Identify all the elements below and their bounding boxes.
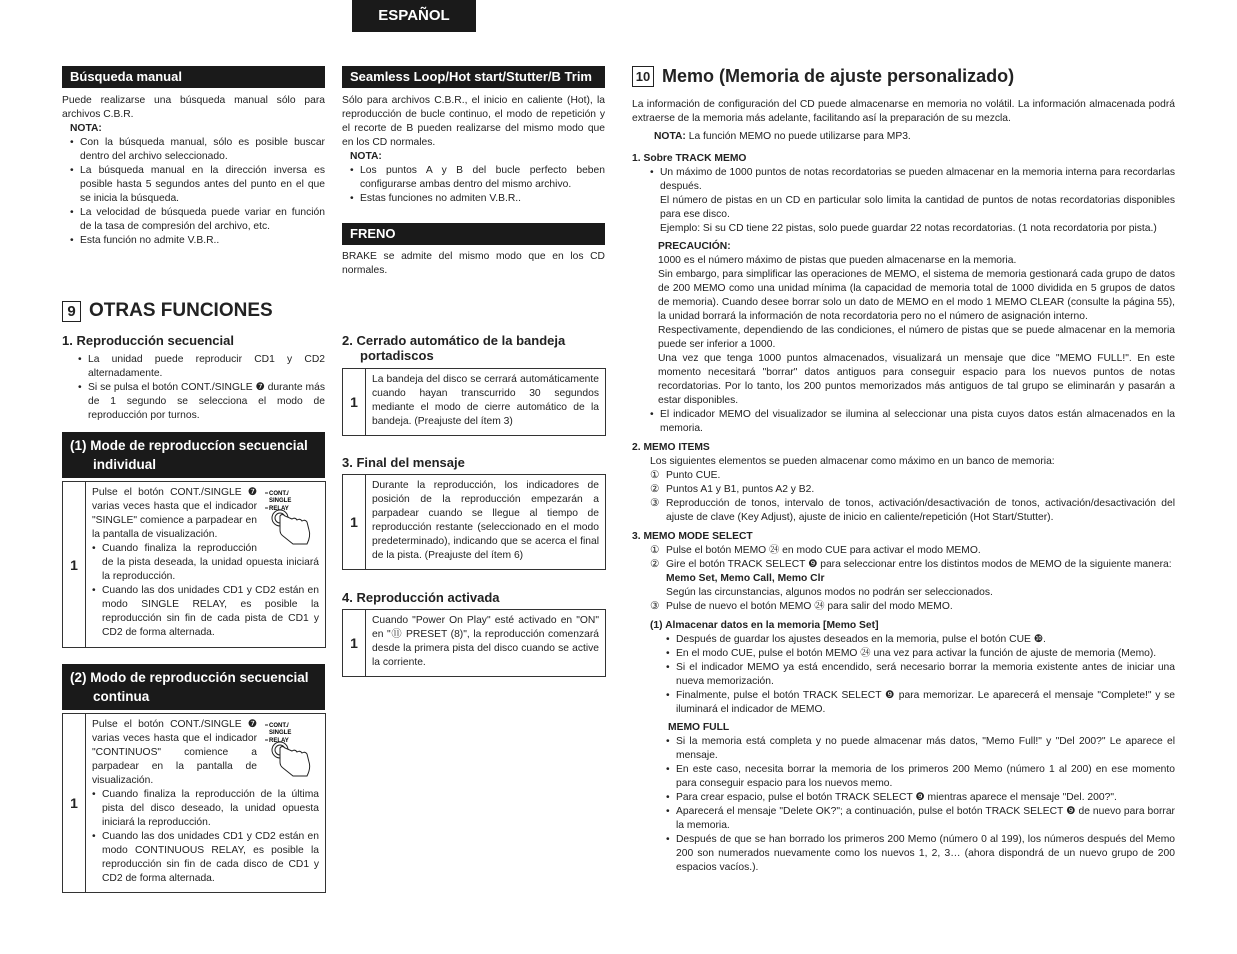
- list-item: • En este caso, necesita borrar la memoria de los primeros 200 Memo (número 1 al 200) en ese momento para conseguir espacio para los nuevos memo.: [666, 763, 1175, 791]
- modo-continua-title-b: continua: [93, 689, 150, 704]
- precaucion-p2: Sin embargo, para simplificar las operaciones de MEMO, el sistema de memoria gestionará cada grupo de datos de 200 MEMO como una unidad mínima (la capacidad de memoria total de 1000 dividida en 5 grupos de datos de memoria). Cuando desee borrar solo un dato de MEMO en el modo 1 MEMO CLEAR (consulte la página 55), la unidad borrará la información de nota recordatoria pero no el número de asignación interno.: [658, 269, 1175, 322]
- list-item: [650, 483, 1175, 497]
- final-text: Durante la reproducción, los indicadores de posición de la reproducción empezarán a parpadear cuando se llegue al tiempo de reproducción restante (seleccionado en el modo predeterminado), indicando que se acerca el final de la pista. (Preajuste del ítem 6): [372, 480, 599, 561]
- finger-press-icon: [263, 486, 319, 546]
- list-item: [650, 558, 1175, 572]
- list-marker: ①: [650, 545, 660, 556]
- icon-label: CONT./: [269, 723, 289, 729]
- finger-press-icon: [263, 718, 319, 778]
- activada-box: [342, 609, 606, 677]
- icon-label: RELAY: [269, 738, 289, 744]
- precaucion-label: PRECAUCIÓN:: [658, 241, 731, 252]
- list-item: • La unidad puede reproducir CD1 y CD2 alternadamente.: [78, 353, 325, 381]
- activada-text: Cuando "Power On Play" esté activado en "ON" en "⑪ PRESET (8)", la reproducción comenzará desde la primera pista del disco cuando se active la corriente.: [372, 615, 599, 668]
- list-item-text: Puntos A1 y B1, puntos A2 y B2.: [666, 484, 815, 495]
- track-memo-title: 1. Sobre TRACK MEMO: [632, 153, 747, 164]
- section-number: 9: [62, 301, 81, 322]
- modo-individual-box: [62, 481, 326, 648]
- list-item: • La velocidad de búsqueda puede variar en función de la tasa de compresión del archivo, etc.: [70, 206, 325, 234]
- modo-individual-text: Pulse el botón CONT./SINGLE ❼ varias veces hasta que el indicador "SINGLE" comience a parpadear en la pantalla de visualización.: [92, 487, 257, 540]
- list-item: • Esta función no admite V.B.R..: [70, 234, 325, 248]
- list-item: • Los puntos A y B del bucle perfecto beben configurarse ambas dentro del mismo archivo.: [350, 164, 605, 192]
- list-item-text: Punto CUE.: [666, 470, 721, 481]
- list-item: • Cuando las dos unidades CD1 y CD2 están en modo CONTINUOUS RELAY, es posible la reproducción sin fin de cada disco de CD1 y CD2 de forma alternada.: [92, 830, 319, 886]
- memo-full-title: MEMO FULL: [668, 722, 730, 733]
- icon-label: CONT./: [269, 491, 289, 497]
- list-marker: ②: [650, 484, 660, 495]
- seamless-section: [342, 94, 605, 206]
- seamless-title: Seamless Loop/Hot start/Stutter/B Trim: [342, 66, 605, 88]
- freno-title: FRENO: [342, 223, 605, 245]
- list-item: [650, 469, 1175, 483]
- otras-heading: [62, 300, 273, 322]
- modo-continua-title: [62, 664, 325, 710]
- list-item: • Finalmente, pulse el botón TRACK SELECT ❾ para memorizar. Le aparecerá el mensaje "Complete!" y se iluminará el indicador de MEMO.: [666, 689, 1175, 717]
- busqueda-intro: Puede realizarse una búsqueda manual sólo para archivos C.B.R.: [62, 95, 325, 120]
- modo-individual-content: [86, 482, 325, 647]
- busqueda-section: [62, 94, 325, 248]
- seamless-note-label: NOTA:: [350, 151, 382, 162]
- step-number: 1: [63, 482, 86, 647]
- list-item-text: Pulse de nuevo el botón MEMO ㉔ para salir del modo MEMO.: [666, 601, 953, 612]
- memo-set-list: [650, 633, 1175, 717]
- memo-note-text: La función MEMO no puede utilizarse para MP3.: [688, 131, 911, 142]
- list-item: • Si se pulsa el botón CONT./SINGLE ❼ durante más de 1 segundo se selecciona el modo de reproducción por turnos.: [78, 381, 325, 423]
- track-memo-bullet1: Un máximo de 1000 puntos de notas recordatorias se pueden almacenar en la memoria interna para recordarlas después.: [660, 167, 1175, 192]
- list-item: • Cuando las dos unidades CD1 y CD2 están en modo SINGLE RELAY, es posible la reproducción sin fin de cada pista de CD1 y CD2 de forma alternada.: [92, 584, 319, 640]
- otras-title: OTRAS FUNCIONES: [89, 300, 273, 321]
- track-memo-list: [650, 166, 1175, 236]
- memo-items-section: [632, 455, 1175, 525]
- track-memo-section: [632, 166, 1175, 436]
- modo-individual-list: [92, 542, 319, 640]
- step-number: 1: [343, 369, 366, 435]
- memo-modes: [650, 572, 1175, 600]
- memo-mode-select-section: [632, 544, 1175, 875]
- seamless-note-list: [342, 164, 605, 206]
- final-title: 3. Final del mensaje: [342, 455, 465, 470]
- memo-items-title: 2. MEMO ITEMS: [632, 442, 710, 453]
- step-number: 1: [343, 475, 366, 569]
- list-item: [650, 544, 1175, 558]
- busqueda-title: Búsqueda manual: [62, 66, 325, 88]
- list-item: [650, 166, 1175, 236]
- icon-label: SINGLE: [269, 498, 292, 504]
- memo-intro: La información de configuración del CD puede almacenarse en memoria no volátil. La información almacenada podrá extraerse de la memoria más adelante, facilitando así la preparación de su mezcla.: [632, 99, 1175, 124]
- busqueda-note-list: [62, 136, 325, 248]
- language-tab: ESPAÑOL: [352, 0, 476, 32]
- memo-set-title: (1) Almacenar datos en la memoria [Memo Set]: [650, 620, 879, 631]
- memo-items-intro: Los siguientes elementos se pueden almacenar como máximo en un banco de memoria:: [650, 456, 1055, 467]
- track-memo-p1: El número de pistas en un CD en particular solo limita la cantidad de puntos de notas recordatorias disponibles para ese disco.: [660, 195, 1175, 220]
- memo-note-label: NOTA:: [654, 131, 686, 142]
- section-number: 10: [632, 66, 654, 87]
- secuencial-list: [78, 353, 325, 423]
- memo-title: Memo (Memoria de ajuste personalizado): [662, 66, 1015, 86]
- icon-label: SINGLE: [269, 730, 292, 736]
- track-memo-p2: Ejemplo: Si su CD tiene 22 pistas, solo puede guardar 22 notas recordatorias. (1 nota recordatoria por pista.): [660, 223, 1157, 234]
- list-item: • Cuando finaliza la reproducción de la última pista del disco deseado, la unidad opuesta iniciará la reproducción.: [92, 788, 319, 830]
- modo-continua-box: [62, 713, 326, 893]
- precaucion-p1: 1000 es el número máximo de pistas que pueden almacenarse en la memoria.: [658, 255, 1017, 266]
- list-marker: ②: [650, 559, 660, 570]
- list-item: • El indicador MEMO del visualizador se ilumina al seleccionar una pista cuyos datos están almacenados en la memoria.: [650, 408, 1175, 436]
- busqueda-note-label: NOTA:: [70, 123, 102, 134]
- memo-modes-note: Según las circunstancias, algunos modos no podrán ser seleccionados.: [666, 587, 993, 598]
- cerrado-box: [342, 368, 606, 436]
- list-item: • Para crear espacio, pulse el botón TRACK SELECT ❾ mientras aparece el mensaje "Del. 200?".: [666, 791, 1175, 805]
- list-marker: ③: [650, 498, 660, 509]
- list-item: • Si el indicador MEMO ya está encendido, será necesario borrar la memoria existente antes de iniciar una nueva memorización.: [666, 661, 1175, 689]
- memo-body: [632, 98, 1175, 875]
- seamless-intro: Sólo para archivos C.B.R., el inicio en caliente (Hot), la reproducción de bucle continuo, el modo de repetición y el recorte de B pueden realizarse del mismo modo que en los CD normales.: [342, 95, 605, 148]
- precaucion-p4: Una vez que tenga 1000 puntos almacenados, visualizará un mensaje que dice "MEMO FULL!". En este momento necesitará "borrar" datos antiguos para conseguir espacio para los nuevos puntos de notas recordatorias. Por lo tanto, los 200 puntos memorizados más antiguos de tal grupo se eliminarán y pasarán a estar disponibles.: [658, 353, 1175, 406]
- list-marker: ①: [650, 470, 660, 481]
- freno-text: BRAKE se admite del mismo modo que en los CD normales.: [342, 251, 605, 276]
- cerrado-title-text: 2. Cerrado automático de la bandeja: [342, 333, 566, 348]
- step-number: 1: [343, 610, 366, 676]
- list-marker: ③: [650, 601, 660, 612]
- memo-mode-select-title: 3. MEMO MODE SELECT: [632, 531, 753, 542]
- icon-label: RELAY: [269, 506, 289, 512]
- track-memo-list-2: [650, 408, 1175, 436]
- modo-individual-title-b: individual: [93, 457, 157, 472]
- memo-heading: [632, 66, 1014, 87]
- list-item: [650, 600, 1175, 614]
- list-item-text: Reproducción de tonos, intervalo de tonos, activación/desactivación de tonos, activación/desactivación del ajuste de clave (Key Adjust), ajuste de inicio en caliente/repetición (Hot Start/Stutter).: [666, 498, 1175, 523]
- list-item: • Aparecerá el mensaje "Delete OK?"; a continuación, pulse el botón TRACK SELECT ❾ de nuevo para borrar la memoria.: [666, 805, 1175, 833]
- cerrado-title: [342, 333, 605, 363]
- precaucion-block: [650, 240, 1175, 408]
- precaucion-p3: Respectivamente, dependiendo de las condiciones, el número de pistas que se puede almacenar en la memoria puede ser inferior a 1000.: [658, 325, 1175, 350]
- list-item-text: Gire el botón TRACK SELECT ❾ para seleccionar entre los distintos modos de MEMO de la siguiente manera:: [666, 559, 1172, 570]
- final-box: [342, 474, 606, 570]
- list-item: • Si la memoria está completa y no puede almacenar más datos, "Memo Full!" y "Del 200?" Le aparece el mensaje.: [666, 735, 1175, 763]
- activada-title: 4. Reproducción activada: [342, 590, 500, 605]
- list-item: • Después de que se han borrado los primeros 200 Memo (número 0 al 199), los números después del Memo 200 son numerados nuevamente como los nuevos 1, 2, 3… (ahora dispondrá de un nuevo grupo de 200 espacios vacíos.).: [666, 833, 1175, 875]
- memo-note: [632, 130, 1175, 144]
- modo-individual-title-a: (1) Mode de reproduccíon secuencial: [70, 438, 308, 453]
- list-item: • La búsqueda manual en la dirección inversa es posible hasta 5 segundos antes del punto en el que se inicia la búsqueda.: [70, 164, 325, 206]
- cerrado-title-a: [342, 333, 605, 348]
- memo-full-list: [650, 735, 1175, 875]
- cerrado-text: La bandeja del disco se cerrará automáticamente cuando hayan transcurrido 30 segundos mediante el modo de cierre automático de la bandeja. (Preajuste del ítem 3): [372, 374, 599, 427]
- memo-modes-list: Memo Set, Memo Call, Memo Clr: [666, 573, 825, 584]
- list-item: • En el modo CUE, pulse el botón MEMO ㉔ una vez para activar la función de ajuste de memoria (Memo).: [666, 647, 1175, 661]
- secuencial-title: 1. Reproducción secuencial: [62, 333, 234, 348]
- modo-continua-text: Pulse el botón CONT./SINGLE ❼ varias veces hasta que el indicador "CONTINUOS" comience a parpadear en la pantalla de visualización.: [92, 719, 257, 786]
- list-item-text: Pulse el botón MEMO ㉔ en modo CUE para activar el modo MEMO.: [666, 545, 981, 556]
- step-number: 1: [63, 714, 86, 892]
- list-item: • Cuando finaliza la reproducción de la pista deseada, la unidad opuesta iniciará la reproducción.: [92, 542, 319, 584]
- list-item: • Después de guardar los ajustes deseados en la memoria, pulse el botón CUE ❿.: [666, 633, 1175, 647]
- modo-continua-list: [92, 788, 319, 886]
- list-item: • Estas funciones no admiten V.B.R..: [350, 192, 605, 206]
- cerrado-title-b: portadiscos: [360, 348, 434, 363]
- list-item: • Con la búsqueda manual, sólo es posible buscar dentro del archivo seleccionado.: [70, 136, 325, 164]
- modo-continua-content: [86, 714, 325, 892]
- modo-individual-title: [62, 432, 325, 478]
- secuencial-section: [78, 353, 325, 423]
- modo-continua-title-a: (2) Modo de reproducción secuencial: [70, 670, 309, 685]
- list-item: [650, 497, 1175, 525]
